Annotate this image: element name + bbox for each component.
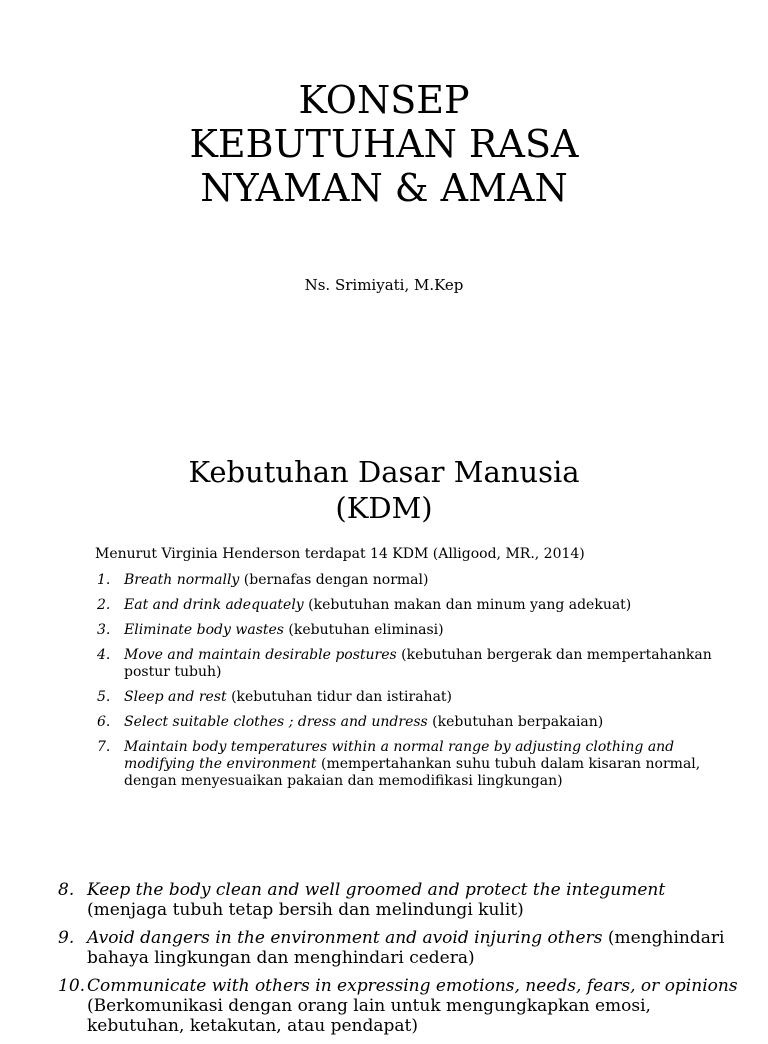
- item-english: Communicate with others in expressing emotions, needs, fears, or opinions: [87, 976, 738, 996]
- item-translation: (kebutuhan bergerak dan mempertahankan postur tubuh): [124, 647, 712, 680]
- title-line: (KDM): [335, 491, 433, 525]
- slide-title: [0, 454, 768, 526]
- list-item: [58, 976, 748, 1036]
- item-translation: (Berkomunikasi dengan orang lain untuk mengungkapkan emosi, kebutuhan, ketakutan, atau pendapat): [87, 996, 651, 1036]
- item-english: Eat and drink adequately: [124, 597, 304, 613]
- list-item: [95, 739, 715, 790]
- kdm-list-continued: [58, 880, 748, 1044]
- item-number: 6.: [97, 714, 111, 730]
- item-number: 2.: [97, 597, 111, 613]
- title-line: Kebutuhan Dasar Manusia: [188, 455, 580, 489]
- kdm-continued-slide: [0, 868, 768, 1036]
- item-number: 8.: [58, 880, 75, 900]
- list-item: [95, 572, 715, 589]
- item-number: 3.: [97, 622, 111, 638]
- list-item: [58, 880, 748, 920]
- item-number: 7.: [97, 739, 111, 755]
- author-name: Ns. Srimiyati, M.Kep: [304, 276, 464, 294]
- title-line: KEBUTUHAN RASA: [189, 122, 579, 166]
- list-item: [95, 647, 715, 681]
- item-number: 4.: [97, 647, 111, 663]
- list-item: [95, 689, 715, 706]
- item-english: Breath normally: [124, 572, 240, 588]
- list-item: [95, 714, 715, 731]
- item-translation: (kebutuhan eliminasi): [283, 622, 444, 638]
- kdm-list: [95, 572, 715, 798]
- item-english: Avoid dangers in the environment and avoid injuring others: [87, 928, 603, 948]
- item-translation: (mempertahankan suhu tubuh dalam kisaran normal, dengan menyesuaikan pakaian dan memodifikasi lingkungan): [124, 756, 701, 789]
- item-english: Keep the body clean and well groomed and protect the integument: [87, 880, 666, 900]
- title-line: NYAMAN & AMAN: [200, 166, 568, 210]
- title-line: KONSEP: [298, 78, 470, 122]
- list-item: [95, 622, 715, 639]
- item-number: 9.: [58, 928, 75, 948]
- item-english: Move and maintain desirable postures: [124, 647, 397, 663]
- intro-text: Menurut Virginia Henderson terdapat 14 KDM (Alligood, MR., 2014): [95, 546, 585, 562]
- item-english: Maintain body temperatures within a normal range by adjusting clothing and modifying the environment: [124, 739, 675, 772]
- item-translation: (kebutuhan tidur dan istirahat): [226, 689, 453, 705]
- title-slide: [0, 0, 768, 370]
- slide-title: [0, 78, 768, 210]
- item-number: 10.: [58, 976, 86, 996]
- item-translation: (menghindari bahaya lingkungan dan menghindari cedera): [87, 928, 725, 968]
- item-number: 1.: [97, 572, 111, 588]
- item-english: Select suitable clothes ; dress and undress: [124, 714, 428, 730]
- item-english: Eliminate body wastes: [124, 622, 284, 638]
- item-translation: (bernafas dengan normal): [239, 572, 429, 588]
- item-translation: (menjaga tubuh tetap bersih dan melindungi kulit): [87, 900, 524, 920]
- item-translation: (kebutuhan berpakaian): [427, 714, 604, 730]
- item-number: 5.: [97, 689, 111, 705]
- list-item: [95, 597, 715, 614]
- list-item: [58, 928, 748, 968]
- item-translation: (kebutuhan makan dan minum yang adekuat): [303, 597, 632, 613]
- item-english: Sleep and rest: [124, 689, 227, 705]
- kdm-slide: [0, 440, 768, 840]
